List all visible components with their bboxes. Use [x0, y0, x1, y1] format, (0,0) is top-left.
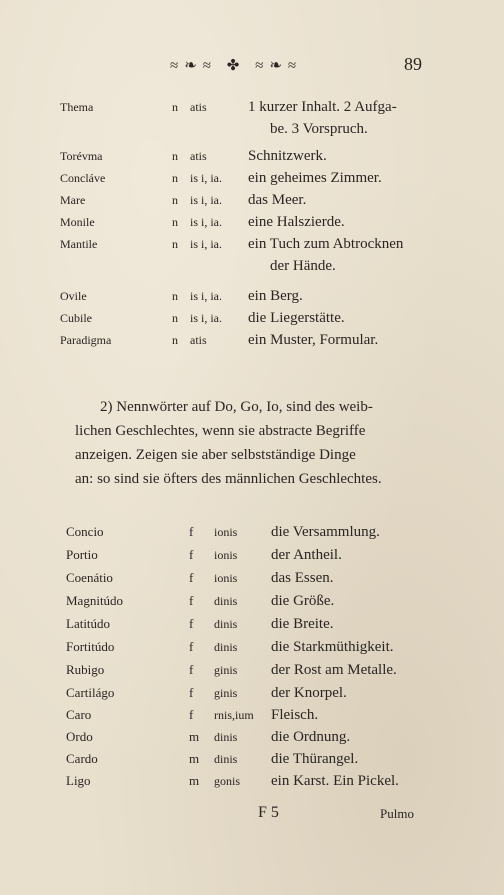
german-meaning: der Rost am Metalle. — [271, 662, 397, 678]
page-footer — [0, 802, 504, 832]
table-row — [66, 521, 466, 543]
genitive-ending: ginis — [214, 663, 238, 677]
table-row — [60, 211, 460, 233]
page-header — [0, 52, 504, 82]
genitive-ending: is i, ia. — [190, 171, 222, 185]
table-row — [60, 285, 460, 307]
german-meaning: die Starkmüthigkeit. — [271, 639, 394, 655]
german-meaning: eine Halszierde. — [248, 214, 345, 230]
gender-marker: f — [189, 707, 194, 722]
latin-word: Cartilágo — [66, 685, 115, 700]
gender-marker: m — [189, 729, 200, 744]
latin-word: Magnitúdo — [66, 593, 124, 608]
table-row — [60, 167, 460, 189]
genitive-ending: dinis — [214, 640, 238, 654]
genitive-ending: is i, ia. — [190, 311, 222, 325]
genitive-ending: atis — [190, 100, 207, 114]
table-row — [60, 233, 460, 274]
table-row — [60, 189, 460, 211]
german-meaning: ein Tuch zum Abtrocknen — [248, 236, 404, 252]
gender-marker: n — [172, 333, 178, 347]
table-row — [66, 590, 466, 612]
latin-word: Mare — [60, 193, 86, 207]
german-meaning: 1 kurzer Inhalt. 2 Aufga- — [248, 99, 397, 115]
rule-line: lichen Geschlechtes, wenn sie abstracte Begriffe — [75, 423, 366, 439]
gender-marker: n — [172, 100, 178, 114]
german-meaning: die Breite. — [271, 616, 334, 632]
gender-marker: n — [172, 193, 178, 207]
table-row — [60, 96, 460, 137]
latin-word: Concláve — [60, 171, 106, 185]
gender-marker: n — [172, 311, 178, 325]
table-row — [60, 307, 460, 329]
german-meaning: ein Berg. — [248, 288, 303, 304]
table-row — [60, 145, 460, 167]
table-row — [66, 636, 466, 658]
latin-word: Monile — [60, 215, 95, 229]
table-row — [60, 329, 460, 351]
german-meaning: ein geheimes Zimmer. — [248, 170, 382, 186]
genitive-ending: ginis — [214, 686, 238, 700]
german-meaning: das Essen. — [271, 570, 334, 586]
genitive-ending: is i, ia. — [190, 237, 222, 251]
latin-word: Ligo — [66, 773, 91, 788]
latin-word: Ordo — [66, 729, 93, 744]
german-meaning: ein Karst. Ein Pickel. — [271, 773, 399, 789]
gender-marker: n — [172, 237, 178, 251]
genitive-ending: is i, ia. — [190, 193, 222, 207]
genitive-ending: atis — [190, 333, 207, 347]
latin-word: Paradigma — [60, 333, 112, 347]
genitive-ending: ionis — [214, 571, 238, 585]
latin-word: Thema — [60, 100, 94, 114]
german-meaning-continued: der Hände. — [270, 258, 336, 274]
german-meaning: der Antheil. — [271, 547, 342, 563]
genitive-ending: gonis — [214, 774, 241, 788]
latin-word: Latitúdo — [66, 616, 111, 631]
genitive-ending: is i, ia. — [190, 215, 222, 229]
gender-marker: n — [172, 149, 178, 163]
gender-marker: f — [189, 593, 194, 608]
gender-marker: f — [189, 662, 194, 677]
gender-marker: f — [189, 524, 194, 539]
gender-marker: f — [189, 639, 194, 654]
genitive-ending: dinis — [214, 594, 238, 608]
gender-marker: f — [189, 616, 194, 631]
table-row — [66, 659, 466, 681]
german-meaning: das Meer. — [248, 192, 307, 208]
genitive-ending: dinis — [214, 730, 238, 744]
german-meaning: die Thürangel. — [271, 751, 359, 767]
table-row — [66, 544, 466, 566]
latin-word: Fortitúdo — [66, 639, 115, 654]
latin-word: Cubile — [60, 311, 92, 325]
german-meaning: ein Muster, Formular. — [248, 332, 379, 348]
grammar-rule-paragraph — [75, 395, 435, 491]
german-meaning: die Ordnung. — [271, 729, 351, 745]
table-row — [66, 682, 466, 704]
genitive-ending: rnis,ium — [214, 708, 254, 722]
german-meaning: Fleisch. — [271, 707, 319, 723]
gender-marker: n — [172, 171, 178, 185]
header-ornament: ≈❧≈ ✤ ≈❧≈ — [170, 58, 303, 74]
signature-mark: F 5 — [258, 804, 279, 821]
latin-word: Caro — [66, 707, 92, 722]
german-meaning-continued: be. 3 Vorspruch. — [270, 121, 368, 137]
table-row — [66, 770, 466, 792]
german-meaning: die Versammlung. — [271, 524, 380, 540]
gender-marker: m — [189, 751, 200, 766]
catchword: Pulmo — [380, 806, 414, 821]
table-row — [66, 613, 466, 635]
latin-word: Ovile — [60, 289, 87, 303]
table-row — [66, 748, 466, 770]
rule-line: anzeigen. Zeigen sie aber selbstständige Dinge — [75, 447, 356, 463]
gender-marker: f — [189, 685, 194, 700]
gender-marker: m — [189, 773, 200, 788]
rule-line: 2) Nennwörter auf Do, Go, Io, sind des weib- — [100, 399, 373, 415]
gender-marker: f — [189, 570, 194, 585]
genitive-ending: dinis — [214, 617, 238, 631]
latin-word: Mantile — [60, 237, 98, 251]
gender-marker: f — [189, 547, 194, 562]
rule-line: an: so sind sie öfters des männlichen Geschlechtes. — [75, 471, 382, 487]
genitive-ending: ionis — [214, 525, 238, 539]
german-meaning: die Liegerstätte. — [248, 310, 345, 326]
latin-word: Cardo — [66, 751, 98, 766]
table-row — [66, 567, 466, 589]
table-row — [66, 726, 466, 748]
genitive-ending: is i, ia. — [190, 289, 222, 303]
latin-word: Portio — [66, 547, 98, 562]
page-number: 89 — [404, 54, 422, 74]
gender-marker: n — [172, 215, 178, 229]
german-meaning: die Größe. — [271, 593, 335, 609]
genitive-ending: dinis — [214, 752, 238, 766]
latin-word: Rubigo — [66, 662, 105, 677]
latin-word: Coenátio — [66, 570, 113, 585]
gender-marker: n — [172, 289, 178, 303]
genitive-ending: ionis — [214, 548, 238, 562]
german-meaning: der Knorpel. — [271, 685, 347, 701]
latin-word: Concio — [66, 524, 104, 539]
table-row — [66, 704, 466, 726]
german-meaning: Schnitzwerk. — [248, 148, 327, 164]
genitive-ending: atis — [190, 149, 207, 163]
latin-word: Torévma — [60, 149, 103, 163]
